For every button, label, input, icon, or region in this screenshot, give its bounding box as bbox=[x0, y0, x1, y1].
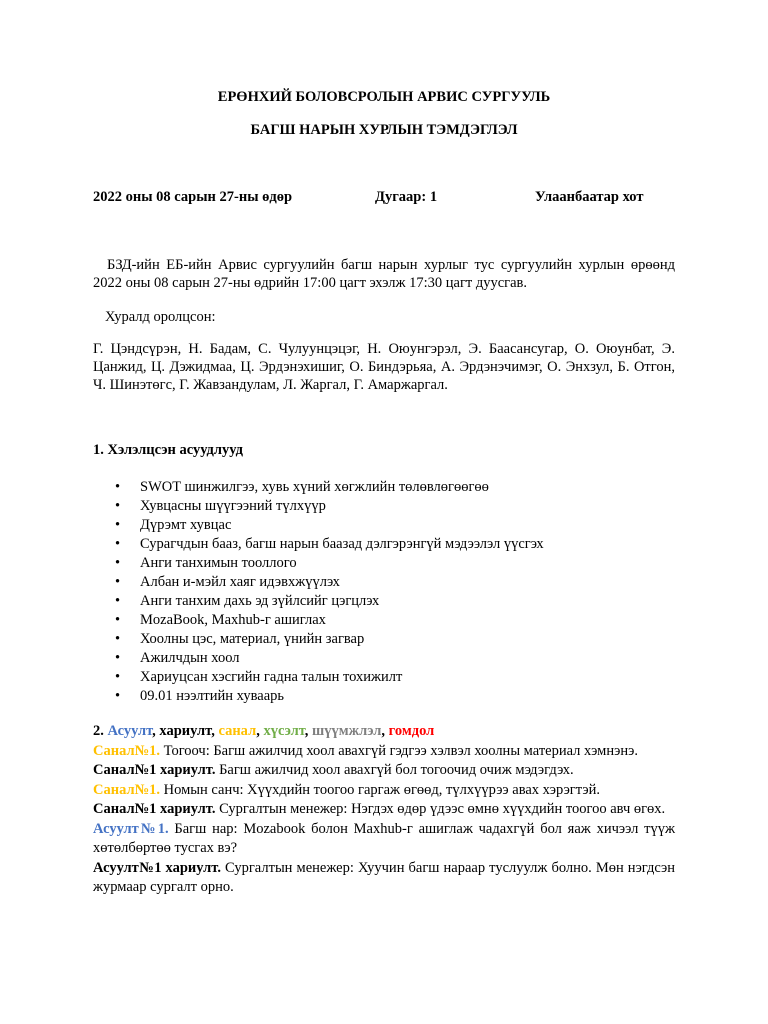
document-title: БАГШ НАРЫН ХУРЛЫН ТЭМДЭГЛЭЛ bbox=[250, 122, 518, 138]
list-item: • SWOT шинжилгээ, хувь хүний хөгжлийн төлөвлөгөөгөө bbox=[115, 479, 489, 495]
meeting-date: 2022 оны 08 сарын 27-ны өдөр bbox=[93, 189, 293, 205]
list-item: • 09.01 нээлтийн хуваарь bbox=[115, 688, 285, 704]
bullet-icon: • bbox=[115, 612, 121, 628]
attendees-list: Г. Цэндсүрэн, Н. Бадам, С. Чулуунцэцэг, Н. Оюунгэрэл, Э. Баасансугар, О. Оюунбат, Э. Цанжид, Ц. Дэжидмаа, Ц. Эрдэнэхишиг, О. Биндэрьяа, А. Эрдэнэчимэг, О. Энхзул, Б. Отгон, Ч. Шинэтөгс, Г. Жавзандулам, Л. Жаргал, Г. Амаржаргал. bbox=[93, 341, 675, 393]
list-item: • Хувцасны шүүгээний түлхүүр bbox=[115, 498, 326, 514]
bullet-icon: • bbox=[115, 631, 121, 647]
list-item: • Албан и-мэйл хаяг идэвхжүүлэх bbox=[115, 574, 340, 590]
bullet-icon: • bbox=[115, 479, 121, 495]
entry-suggestion-2: Санал№1. Номын санч: Хүүхдийн тоогоо гаргаж өгөөд, түлхүүрээ авах хэрэгтэй. bbox=[93, 781, 601, 798]
entry-answer-1: Санал№1 хариулт. Багш ажилчид хоол авахгүй бол тогоочид очиж мэдэгдэх. bbox=[93, 762, 574, 778]
meta-line bbox=[93, 188, 675, 206]
bullet-icon: • bbox=[115, 688, 121, 704]
list-item: • Анги танхимын тооллого bbox=[115, 555, 297, 571]
attendees-label: Хуралд оролцсон: bbox=[105, 309, 216, 325]
list-item: • Хоолны цэс, материал, үнийн загвар bbox=[115, 631, 365, 647]
list-item: • Анги танхим дахь эд зүйлсийг цэгцлэх bbox=[115, 593, 380, 609]
list-item: • Дүрэмт хувцас bbox=[115, 517, 232, 533]
list-item: • Хариуцсан хэсгийн гадна талын тохижилт bbox=[115, 669, 403, 685]
list-item: • Сурагчдын бааз, багш нарын баазад дэлгэрэнгүй мэдээлэл үүсгэх bbox=[115, 536, 544, 552]
section2 bbox=[93, 722, 675, 898]
topics-list bbox=[93, 478, 544, 706]
entry-suggestion-1: Санал№1. Тогооч: Багш ажилчид хоол авахгүй гэдгээ хэлвэл хоолны материал хэмнэнэ. bbox=[93, 742, 638, 759]
bullet-icon: • bbox=[115, 669, 121, 685]
entry-answer-2: Санал№1 хариулт. Сургалтын менежер: Нэгдэх өдөр үдээс өмнө хүүхдийн тоогоо авч өгөх. bbox=[93, 801, 666, 817]
meeting-place: Улаанбаатар хот bbox=[535, 189, 644, 205]
list-item: • MozaBook, Maxhub-г ашиглах bbox=[115, 612, 326, 628]
bullet-icon: • bbox=[115, 536, 121, 552]
bullet-icon: • bbox=[115, 555, 121, 571]
section2-heading: 2. Асуулт, хариулт, санал, хүсэлт, шүүмжлэл, гомдол bbox=[93, 723, 435, 739]
bullet-icon: • bbox=[115, 650, 121, 666]
bullet-icon: • bbox=[115, 498, 121, 514]
section1-heading: 1. Хэлэлцсэн асуудлууд bbox=[93, 442, 243, 458]
intro-paragraph: БЗД-ийн ЕБ-ийн Арвис сургуулийн багш нарын хурлыг тус сургуулийн хурлын өрөөнд 2022 оны 08 сарын 27-ны өдрийн 17:00 цагт эхэлж 17:30 цагт дуусгав. bbox=[93, 257, 675, 291]
bullet-icon: • bbox=[115, 574, 121, 590]
bullet-icon: • bbox=[115, 593, 121, 609]
list-item: • Ажилчдын хоол bbox=[115, 650, 240, 666]
bullet-icon: • bbox=[115, 517, 121, 533]
entry-question-1: Асуулт№1. Багш нар: Mozabook болон Maxhub-г ашиглаж чадахгүй бол яаж хичээл түүж хөтөлбөртөө тусгах вэ? bbox=[93, 820, 675, 856]
entry-answer-3: Асуулт№1 хариулт. Сургалтын менежер: Хуучин багш нараар туслуулж болно. Мөн нэгдсэн журмаар сургалт орно. bbox=[93, 859, 675, 895]
school-title: ЕРӨНХИЙ БОЛОВСРОЛЫН АРВИС СУРГУУЛЬ bbox=[217, 89, 551, 105]
meeting-number: Дугаар: 1 bbox=[375, 189, 438, 205]
